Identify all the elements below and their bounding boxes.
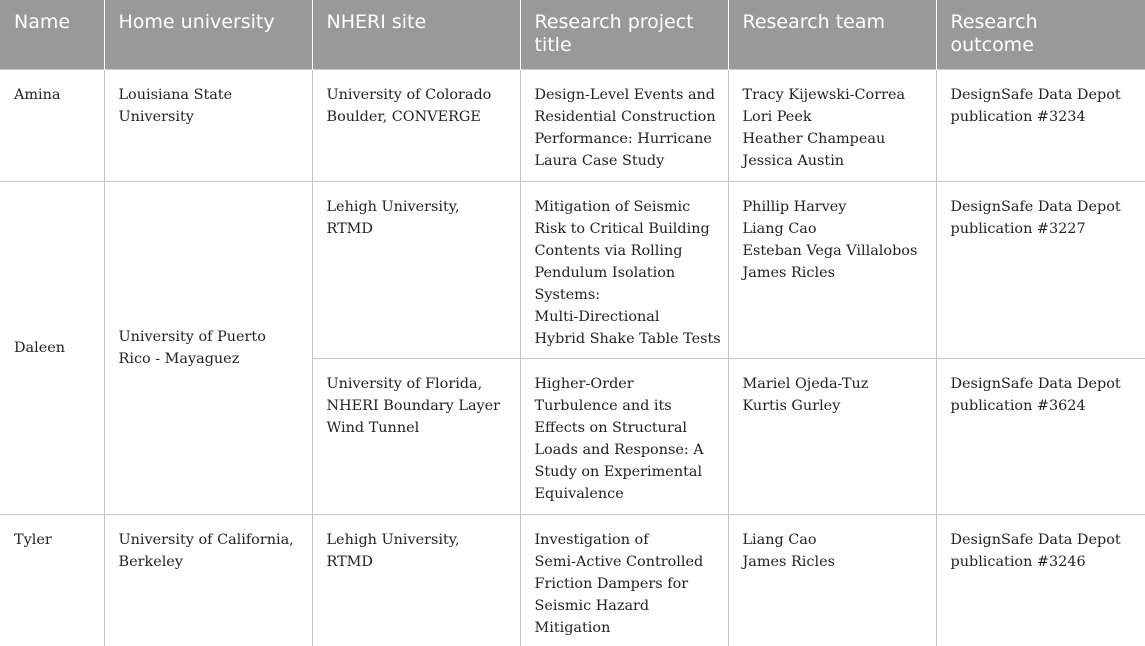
cell-line: RTMD (326, 221, 373, 237)
cell-line: Louisiana State (118, 87, 233, 103)
header-research-team (728, 0, 936, 70)
cell-line: Residential Construction (534, 109, 716, 125)
cell-line: DesignSafe Data Depot (950, 376, 1121, 392)
cell-line: Wind Tunnel (326, 420, 420, 436)
cell-line: Tracy Kijewski-Correa (742, 87, 906, 103)
cell-line: Laura Case Study (534, 153, 665, 169)
cell-project-title (520, 70, 728, 182)
table-row (0, 182, 1145, 359)
cell-research-team (728, 182, 936, 359)
header-research-outcome-line: outcome (950, 34, 1034, 56)
cell-home-university (104, 70, 312, 182)
header-name (0, 0, 104, 70)
header-nheri-site-text: NHERI site (326, 11, 427, 33)
header-nheri-site (312, 0, 520, 70)
cell-home-university (104, 182, 312, 515)
cell-line: University of Florida, (326, 376, 483, 392)
cell-line: Performance: Hurricane (534, 131, 712, 147)
cell-home-university (104, 515, 312, 646)
cell-line: DesignSafe Data Depot (950, 87, 1121, 103)
cell-line: Rico - Mayaguez (118, 351, 240, 367)
cell-line: Lehigh University, (326, 199, 460, 215)
cell-line: Friction Dampers for (534, 576, 689, 592)
cell-line: Hybrid Shake Table Tests (534, 331, 721, 347)
cell-line: publication #3624 (950, 398, 1086, 414)
cell-line: Lori Peek (742, 109, 812, 125)
header-research-team-text: Research team (742, 11, 885, 33)
cell-nheri-site (312, 70, 520, 182)
header-home-university (104, 0, 312, 70)
cell-text: Tyler (14, 532, 52, 548)
header-research-outcome-line: Research (950, 11, 1038, 33)
cell-line: Boulder, CONVERGE (326, 109, 481, 125)
cell-line: Liang Cao (742, 532, 817, 548)
cell-line: Risk to Critical Building (534, 221, 710, 237)
cell-line: University of Colorado (326, 87, 492, 103)
cell-line: Lehigh University, (326, 532, 460, 548)
cell-text: Amina (14, 87, 61, 103)
cell-line: NHERI Boundary Layer (326, 398, 501, 414)
cell-research-outcome (936, 182, 1145, 359)
cell-line: Pendulum Isolation (534, 265, 676, 281)
cell-line: Investigation of (534, 532, 649, 548)
cell-line: Mitigation (534, 620, 611, 636)
cell-line: Multi-Directional (534, 309, 660, 325)
cell-line: Semi-Active Controlled (534, 554, 704, 570)
header-research-outcome (936, 0, 1145, 70)
cell-line: publication #3234 (950, 109, 1086, 125)
table-row (0, 70, 1145, 182)
cell-line: Mariel Ojeda-Tuz (742, 376, 869, 392)
cell-research-team (728, 70, 936, 182)
header-name-text: Name (14, 11, 71, 33)
table-row (0, 515, 1145, 646)
header-project-title-line: title (534, 34, 572, 56)
header-project-title (520, 0, 728, 70)
cell-line: James Ricles (742, 554, 835, 570)
cell-research-team (728, 515, 936, 646)
cell-line: Kurtis Gurley (742, 398, 841, 414)
cell-line: University of Puerto (118, 329, 266, 345)
cell-research-team (728, 359, 936, 515)
cell-research-outcome (936, 515, 1145, 646)
table-header (0, 0, 1145, 70)
cell-line: Loads and Response: A (534, 442, 704, 458)
cell-name (0, 70, 104, 182)
cell-line: Equivalence (534, 486, 624, 502)
cell-line: Study on Experimental (534, 464, 703, 480)
cell-project-title (520, 515, 728, 646)
cell-line: Seismic Hazard (534, 598, 650, 614)
cell-project-title (520, 359, 728, 515)
cell-line: DesignSafe Data Depot (950, 532, 1121, 548)
cell-name (0, 515, 104, 646)
cell-line: University of California, (118, 532, 294, 548)
cell-line: RTMD (326, 554, 373, 570)
cell-line: Mitigation of Seismic (534, 199, 691, 215)
cell-line: Jessica Austin (742, 153, 845, 169)
cell-line: publication #3246 (950, 554, 1086, 570)
cell-line: Liang Cao (742, 221, 817, 237)
header-project-title-line: Research project (534, 11, 694, 33)
cell-line: DesignSafe Data Depot (950, 199, 1121, 215)
cell-line: Systems: (534, 287, 601, 303)
cell-nheri-site (312, 359, 520, 515)
header-home-university-text: Home university (118, 11, 275, 33)
cell-line: Turbulence and its (534, 398, 672, 414)
cell-nheri-site (312, 515, 520, 646)
cell-line: Esteban Vega Villalobos (742, 243, 918, 259)
cell-text: Daleen (14, 340, 66, 356)
cell-line: Effects on Structural (534, 420, 688, 436)
cell-nheri-site (312, 182, 520, 359)
cell-project-title (520, 182, 728, 359)
cell-line: Heather Champeau (742, 131, 886, 147)
cell-line: Contents via Rolling (534, 243, 683, 259)
header-row (0, 0, 1145, 70)
cell-line: James Ricles (742, 265, 835, 281)
cell-name (0, 182, 104, 515)
cell-research-outcome (936, 70, 1145, 182)
cell-line: Design-Level Events and (534, 87, 716, 103)
cell-research-outcome (936, 359, 1145, 515)
cell-line: Higher-Order (534, 376, 634, 392)
cell-line: Phillip Harvey (742, 199, 847, 215)
table-body (0, 70, 1145, 646)
cell-line: University (118, 109, 194, 125)
cell-line: Berkeley (118, 554, 183, 570)
cell-line: publication #3227 (950, 221, 1086, 237)
